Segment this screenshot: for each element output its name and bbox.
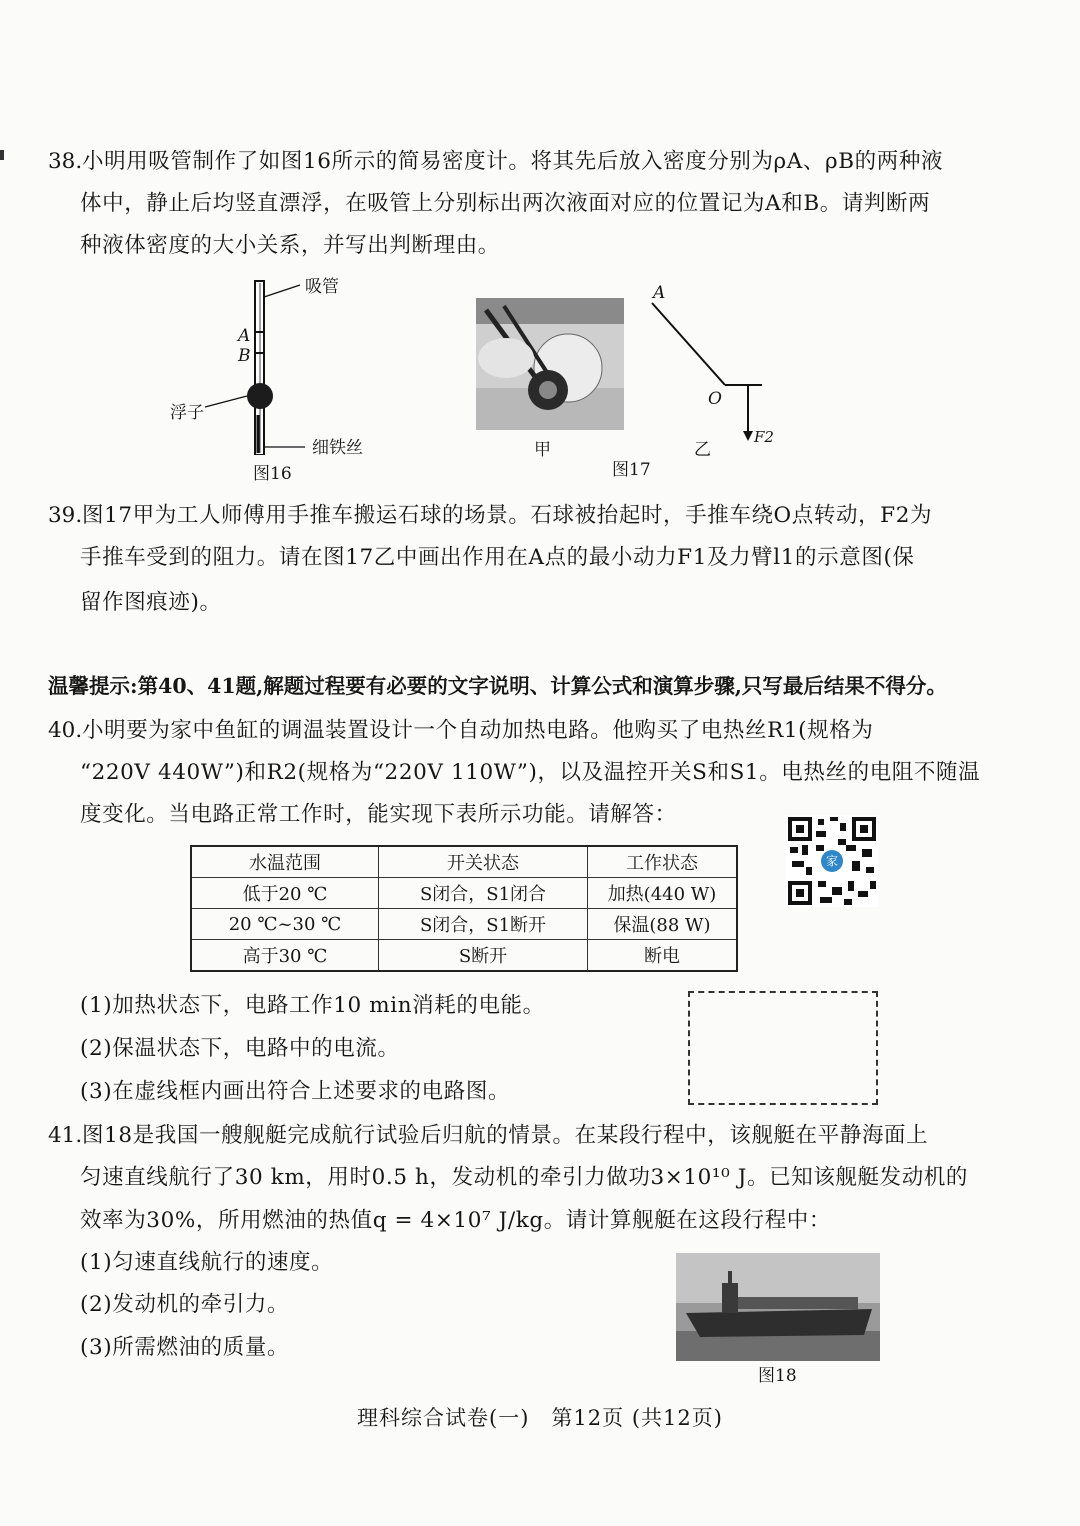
q40-line-2: “220V 440W”)和R2(规格为“220V 110W”)，以及温控开关S和S1。电热丝的电阻不随温 bbox=[80, 760, 981, 785]
figure-17-photo bbox=[476, 298, 624, 430]
q41-line-3: 效率为30%，所用燃油的热值q = 4×10⁷ J/kg。请计算舰艇在这段行程中： bbox=[80, 1208, 831, 1233]
leader-float bbox=[205, 396, 247, 407]
table-cell: 20 ℃~30 ℃ bbox=[191, 909, 379, 940]
figure-16-diagram bbox=[160, 275, 400, 455]
table-cell: 加热(440 W) bbox=[588, 878, 738, 909]
q39-line-3: 留作图痕迹)。 bbox=[80, 590, 222, 615]
q40-sub-2: (2)保温状态下，电路中的电流。 bbox=[80, 1036, 400, 1061]
q38-line-3: 种液体密度的大小关系，并写出判断理由。 bbox=[80, 233, 500, 258]
fig18-caption: 图18 bbox=[758, 1366, 797, 1386]
fig16-label-float: 浮子 bbox=[170, 403, 204, 423]
force-f2-arrow bbox=[743, 431, 753, 441]
q40-line-1: 小明要为家中鱼缸的调温装置设计一个自动加热电路。他购买了电热丝R1(规格为 bbox=[82, 718, 874, 743]
table-header: 工作状态 bbox=[588, 846, 738, 878]
fig17-label-f2: F2 bbox=[754, 428, 774, 446]
q40-sub-1: (1)加热状态下，电路工作10 min消耗的电能。 bbox=[80, 993, 545, 1018]
fig16-label-b: B bbox=[238, 346, 251, 366]
qr-code[interactable] bbox=[786, 815, 878, 907]
fig17-label-o: O bbox=[708, 389, 722, 409]
q41-line-2: 匀速直线航行了30 km，用时0.5 h，发动机的牵引力做功3×10¹⁰ J。已知该舰艇发动机的 bbox=[80, 1165, 969, 1190]
q38-line-2: 体中，静止后均竖直漂浮，在吸管上分别标出两次液面对应的位置记为A和B。请判断两 bbox=[80, 191, 931, 216]
table-cell: S闭合，S1闭合 bbox=[379, 878, 588, 909]
ship-hull bbox=[686, 1309, 872, 1337]
q39-line-1: 图17甲为工人师傅用手推车搬运石球的场景。石球被抬起时，手推车绕O点转动，F2为 bbox=[82, 503, 933, 528]
table-header: 开关状态 bbox=[379, 846, 588, 878]
page-footer: 理科综合试卷(一) 第12页 (共12页) bbox=[357, 1406, 723, 1430]
float-ball bbox=[247, 383, 273, 409]
fig17-label-jia: 甲 bbox=[534, 440, 551, 460]
table-row bbox=[191, 940, 737, 972]
binding-mark bbox=[0, 150, 4, 160]
fig17-caption: 图17 bbox=[612, 460, 651, 480]
table-cell: S闭合，S1断开 bbox=[379, 909, 588, 940]
q40-line-3: 度变化。当电路正常工作时，能实现下表所示功能。请解答： bbox=[80, 802, 677, 827]
fig16-label-a: A bbox=[238, 326, 251, 346]
q41-sub-1: (1)匀速直线航行的速度。 bbox=[80, 1250, 334, 1275]
q38-line-1: 小明用吸管制作了如图16所示的简易密度计。将其先后放入密度分别为ρA、ρB的两种液 bbox=[82, 149, 944, 174]
q41-sub-3: (3)所需燃油的质量。 bbox=[80, 1335, 290, 1360]
table-row bbox=[191, 878, 737, 909]
cart-photo-drawing bbox=[476, 298, 624, 430]
table-cell: 低于20 ℃ bbox=[191, 878, 379, 909]
q41-line-1: 图18是我国一艘舰艇完成航行试验后归航的情景。在某段行程中，该舰艇在平静海面上 bbox=[82, 1123, 929, 1148]
circuit-drawing-box[interactable] bbox=[688, 991, 878, 1105]
figure-17-lever-diagram bbox=[640, 285, 780, 450]
fig17-label-yi: 乙 bbox=[694, 440, 711, 460]
q40-sub-3: (3)在虚线框内画出符合上述要求的电路图。 bbox=[80, 1079, 511, 1104]
fig16-caption: 图16 bbox=[253, 464, 292, 484]
ship-photo-drawing bbox=[676, 1253, 880, 1361]
table-cell: S断开 bbox=[379, 940, 588, 972]
q41-number: 41. bbox=[48, 1123, 83, 1148]
table-cell: 断电 bbox=[588, 940, 738, 972]
qr-badge: 家 bbox=[825, 854, 838, 868]
table-header-row bbox=[191, 846, 737, 878]
fig17-label-a: A bbox=[653, 283, 666, 303]
q38-number: 38. bbox=[48, 149, 83, 174]
fig16-label-wire: 细铁丝 bbox=[312, 438, 363, 458]
ship-island bbox=[722, 1283, 738, 1313]
figure-18-photo bbox=[676, 1253, 880, 1361]
calculation-tip: 温馨提示:第40、41题,解题过程要有必要的文字说明、计算公式和演算步骤,只写最后结果不得分。 bbox=[48, 674, 947, 698]
table-cell: 保温(88 W) bbox=[588, 909, 738, 940]
lever-arm bbox=[652, 303, 725, 385]
function-table bbox=[190, 845, 738, 972]
table-row bbox=[191, 909, 737, 940]
table-cell: 高于30 ℃ bbox=[191, 940, 379, 972]
leader-straw bbox=[264, 285, 300, 297]
q41-sub-2: (2)发动机的牵引力。 bbox=[80, 1292, 290, 1317]
q39-line-2: 手推车受到的阻力。请在图17乙中画出作用在A点的最小动力F1及力臂l1的示意图(保 bbox=[80, 545, 915, 570]
q40-number: 40. bbox=[48, 718, 83, 743]
table-header: 水温范围 bbox=[191, 846, 379, 878]
q39-number: 39. bbox=[48, 503, 83, 528]
fig16-label-straw: 吸管 bbox=[305, 277, 339, 297]
